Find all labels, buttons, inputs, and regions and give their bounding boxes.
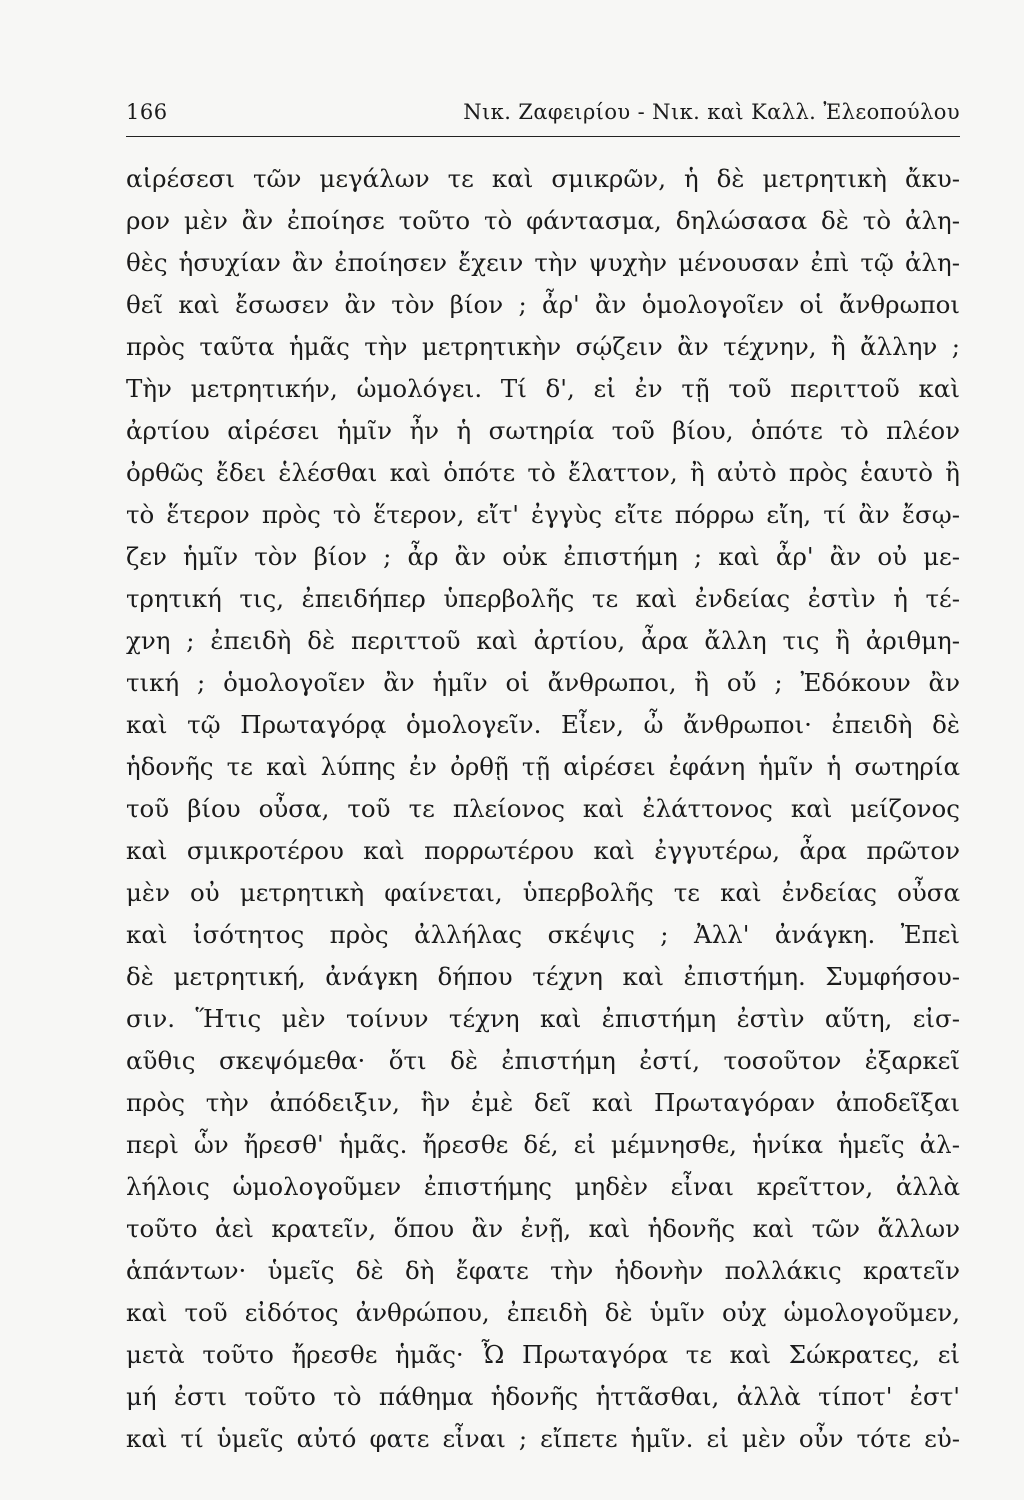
text-line: αῦθις σκεψόμεθα· ὅτι δὲ ἐπιστήμη ἐστί, τοσοῦτον ἐξαρκεῖ xyxy=(126,1046,960,1075)
page-number: 166 xyxy=(126,100,168,124)
text-line: σιν. Ἥτις μὲν τοίνυν τέχνη καὶ ἐπιστήμη ἐστὶν αὕτη, εἰσ- xyxy=(126,1004,960,1033)
text-line: τρητική τις, ἐπειδήπερ ὑπερβολῆς τε καὶ ἐνδείας ἐστὶν ἡ τέ- xyxy=(126,584,960,613)
text-line: καὶ σμικροτέρου καὶ πορρωτέρου καὶ ἐγγυτέρω, ἆρα πρῶτον xyxy=(126,836,960,865)
text-line: μετὰ τοῦτο ἤρεσθε ἡμᾶς· Ὦ Πρωταγόρα τε καὶ Σώκρατες, εἰ xyxy=(126,1340,960,1369)
text-line: δὲ μετρητική, ἀνάγκη δήπου τέχνη καὶ ἐπιστήμη. Συμφήσου- xyxy=(126,962,960,991)
text-line: τοῦ βίου οὖσα, τοῦ τε πλείονος καὶ ἐλάττονος καὶ μείζονος xyxy=(126,794,960,823)
body-text xyxy=(126,158,960,1460)
text-line: ρον μὲν ἂν ἐποίησε τοῦτο τὸ φάντασμα, δηλώσασα δὲ τὸ ἀλη- xyxy=(126,206,960,235)
text-line: ὀρθῶς ἔδει ἑλέσθαι καὶ ὁπότε τὸ ἔλαττον, ἢ αὐτὸ πρὸς ἑαυτὸ ἢ xyxy=(126,458,960,487)
text-line: ζεν ἡμῖν τὸν βίον ; ἆρ ἂν οὐκ ἐπιστήμη ; καὶ ἆρ' ἂν οὐ με- xyxy=(126,542,960,571)
text-line: τοῦτο ἀεὶ κρατεῖν, ὅπου ἂν ἐνῇ, καὶ ἡδονῆς καὶ τῶν ἄλλων xyxy=(126,1214,960,1243)
text-line: λήλοις ὡμολογοῦμεν ἐπιστήμης μηδὲν εἶναι κρεῖττον, ἀλλὰ xyxy=(126,1172,960,1201)
text-line: θεῖ καὶ ἔσωσεν ἂν τὸν βίον ; ἆρ' ἂν ὁμολογοῖεν οἱ ἄνθρωποι xyxy=(126,290,960,319)
text-line: μὲν οὐ μετρητικὴ φαίνεται, ὑπερβολῆς τε καὶ ἐνδείας οὖσα xyxy=(126,878,960,907)
text-line: Τὴν μετρητικήν, ὡμολόγει. Τί δ', εἰ ἐν τῇ τοῦ περιττοῦ καὶ xyxy=(126,374,960,403)
text-line: μή ἐστι τοῦτο τὸ πάθημα ἡδονῆς ἡττᾶσθαι, ἀλλὰ τίποτ' ἐστ' xyxy=(126,1382,960,1411)
text-line: πρὸς ταῦτα ἡμᾶς τὴν μετρητικὴν σῴζειν ἂν τέχνην, ἢ ἄλλην ; xyxy=(126,332,960,361)
text-line: χνη ; ἐπειδὴ δὲ περιττοῦ καὶ ἀρτίου, ἆρα ἄλλη τις ἢ ἀριθμη- xyxy=(126,626,960,655)
text-line: ἀρτίου αἱρέσει ἡμῖν ἦν ἡ σωτηρία τοῦ βίου, ὁπότε τὸ πλέον xyxy=(126,416,960,445)
text-line: θὲς ἡσυχίαν ἂν ἐποίησεν ἔχειν τὴν ψυχὴν μένουσαν ἐπὶ τῷ ἀλη- xyxy=(126,248,960,277)
header-rule xyxy=(126,136,960,137)
text-line: πρὸς τὴν ἀπόδειξιν, ἣν ἐμὲ δεῖ καὶ Πρωταγόραν ἀποδεῖξαι xyxy=(126,1088,960,1117)
text-line: τική ; ὁμολογοῖεν ἂν ἡμῖν οἱ ἄνθρωποι, ἢ οὔ ; Ἐδόκουν ἂν xyxy=(126,668,960,697)
text-line: τὸ ἕτερον πρὸς τὸ ἕτερον, εἴτ' ἐγγὺς εἴτε πόρρω εἴη, τί ἂν ἔσῳ- xyxy=(126,500,960,529)
text-line: περὶ ὧν ἤρεσθ' ἡμᾶς. ἤρεσθε δέ, εἰ μέμνησθε, ἡνίκα ἡμεῖς ἀλ- xyxy=(126,1130,960,1159)
text-line: ἁπάντων· ὑμεῖς δὲ δὴ ἔφατε τὴν ἡδονὴν πολλάκις κρατεῖν xyxy=(126,1256,960,1285)
text-line: καὶ τοῦ εἰδότος ἀνθρώπου, ἐπειδὴ δὲ ὑμῖν οὐχ ὡμολογοῦμεν, xyxy=(126,1298,960,1327)
running-head-authors: Νικ. Ζαφειρίου - Νικ. καὶ Καλλ. Ἐλεοπούλου xyxy=(463,100,960,124)
text-line: ἡδονῆς τε καὶ λύπης ἐν ὀρθῇ τῇ αἱρέσει ἐφάνη ἡμῖν ἡ σωτηρία xyxy=(126,752,960,781)
text-line: καὶ ἰσότητος πρὸς ἀλλήλας σκέψις ; Ἀλλ' ἀνάγκη. Ἐπεὶ xyxy=(126,920,960,949)
text-line: καὶ τῷ Πρωταγόρᾳ ὁμολογεῖν. Εἶεν, ὦ ἄνθρωποι· ἐπειδὴ δὲ xyxy=(126,710,960,739)
page-header xyxy=(126,96,960,130)
text-line: καὶ τί ὑμεῖς αὐτό φατε εἶναι ; εἴπετε ἡμῖν. εἰ μὲν οὖν τότε εὐ- xyxy=(126,1424,960,1453)
text-line: αἱρέσεσι τῶν μεγάλων τε καὶ σμικρῶν, ἡ δὲ μετρητικὴ ἄκυ- xyxy=(126,164,960,193)
